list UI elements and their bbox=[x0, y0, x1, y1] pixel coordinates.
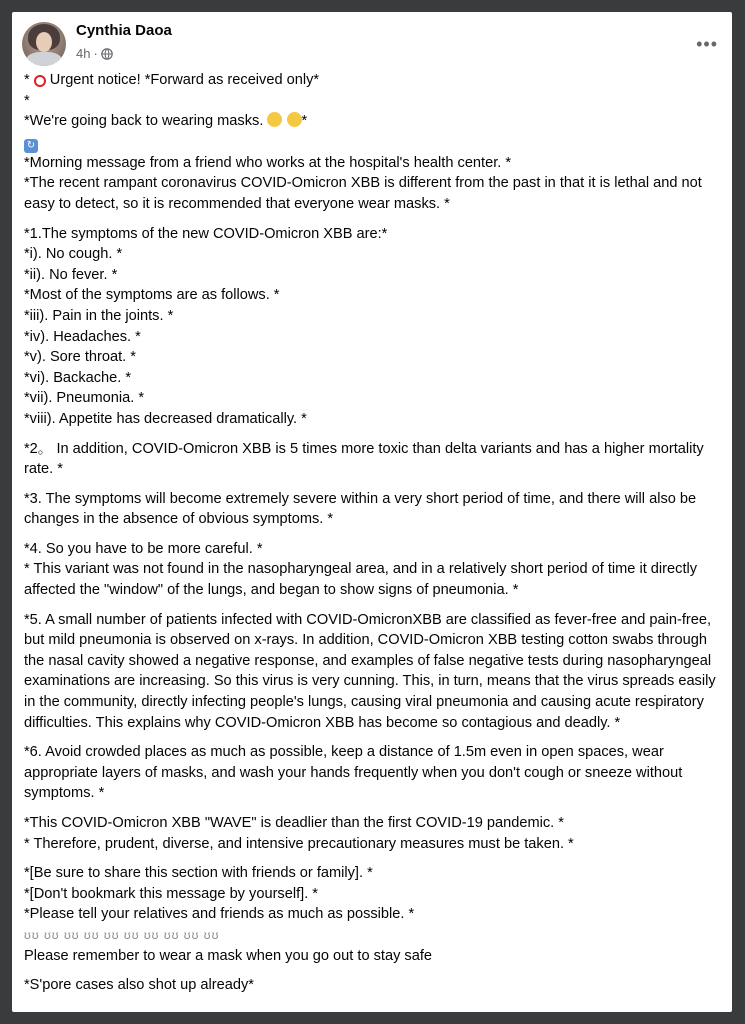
symptom-item: *i). No cough. * bbox=[24, 246, 123, 263]
symptom-intro: *Most of the symptoms are as follows. * bbox=[24, 287, 280, 304]
paragraph-6: *6. Avoid crowded places as much as possible, keep a distance of 1.5m even in open spaces, wear appropriate layers of masks, and wash your hands frequently when you don't cough or sneeze without symptoms. * bbox=[24, 744, 683, 802]
post-card bbox=[12, 12, 732, 1012]
post-body bbox=[24, 70, 720, 996]
globe-icon bbox=[101, 48, 113, 60]
meta-dot: · bbox=[93, 46, 98, 61]
paragraph-4a: *4. So you have to be more careful. * bbox=[24, 540, 263, 557]
symptoms-heading: *1.The symptoms of the new COVID-Omicron XBB are:* bbox=[24, 225, 388, 242]
line-recent: *The recent rampant coronavirus COVID-Omicron XBB is different from the past in that it is lethal and not easy to detect, so it is recommended that everyone wear masks. * bbox=[24, 175, 702, 212]
share-line: *[Be sure to share this section with friends or family]. * bbox=[24, 865, 373, 882]
paragraph-therefore: * Therefore, prudent, diverse, and intensive precautionary measures must be taken. * bbox=[24, 835, 574, 852]
paragraph-3: *3. The symptoms will become extremely severe within a very short period of time, and there will also be changes in the absence of obvious symptoms. * bbox=[24, 490, 697, 528]
line-star: * bbox=[24, 92, 30, 109]
grimacing-face-emoji bbox=[287, 112, 302, 127]
symptom-item: *iv). Headaches. * bbox=[24, 328, 141, 345]
author-name[interactable]: Cynthia Daoa bbox=[76, 22, 172, 39]
symptom-item: *vii). Pneumonia. * bbox=[24, 390, 145, 407]
paragraph-5: *5. A small number of patients infected with COVID-OmicronXBB are classified as fever-free and pain-free, but mild pneumonia is observed on x-rays. In addition, COVID-Omicron XBB testing cotton swabs through the nasal cavity showed a negative response, and examples of false negative tests during nasopharyngeal examinations are increasing. So this virus is very cunning. This, in turn, means that the virus spreads easily in the community, directly infecting people's lungs, causing viral pneumonia and causing acute respiratory difficulties. This explains why COVID-Omicron XBB has become so contagious and deadly. * bbox=[24, 611, 716, 731]
paragraph-4b: * This variant was not found in the nasopharyngeal area, and in a relatively short period of time it directly affected the "window" of the lungs, and began to show signs of pneumonia. * bbox=[24, 561, 698, 599]
line-arrows bbox=[24, 132, 720, 153]
line-urgent: * Urgent notice! *Forward as received only* bbox=[24, 72, 320, 88]
symptom-item: *v). Sore throat. * bbox=[24, 349, 136, 366]
mask-face-emoji bbox=[267, 112, 282, 127]
arrows-counterclockwise-icon: ↻ bbox=[24, 139, 38, 153]
symptom-item: *iii). Pain in the joints. * bbox=[24, 307, 174, 324]
symptom-item: *vi). Backache. * bbox=[24, 369, 132, 386]
praying-hands-emoji-row: ʊʊ ʊʊ ʊʊ ʊʊ ʊʊ ʊʊ ʊʊ ʊʊ ʊʊ ʊʊ bbox=[24, 927, 220, 942]
symptom-item: *viii). Appetite has decreased dramatically. * bbox=[24, 410, 307, 427]
symptom-item: *ii). No fever. * bbox=[24, 266, 118, 283]
post-meta bbox=[76, 46, 113, 61]
mask-reminder: Please remember to wear a mask when you go out to stay safe bbox=[24, 947, 433, 964]
more-options-button[interactable]: ••• bbox=[696, 34, 718, 54]
paragraph-wave: *This COVID-Omicron XBB "WAVE" is deadlier than the first COVID-19 pandemic. * bbox=[24, 815, 564, 831]
red-circle-icon bbox=[34, 75, 46, 87]
line-masks: *We're going back to wearing masks. * bbox=[24, 113, 308, 130]
post-header bbox=[22, 18, 722, 70]
tell-line: *Please tell your relatives and friends as much as possible. * bbox=[24, 906, 415, 923]
post-time[interactable]: 4h bbox=[76, 46, 91, 61]
avatar[interactable] bbox=[22, 22, 66, 66]
line-morning: *Morning message from a friend who works at the hospital's health center. * bbox=[24, 154, 512, 171]
paragraph-2: *2。 In addition, COVID-Omicron XBB is 5 times more toxic than delta variants and has a higher mortality rate. * bbox=[24, 440, 704, 478]
bookmark-line: *[Don't bookmark this message by yourself]. * bbox=[24, 885, 318, 902]
spore-line: *S'pore cases also shot up already* bbox=[24, 977, 254, 994]
